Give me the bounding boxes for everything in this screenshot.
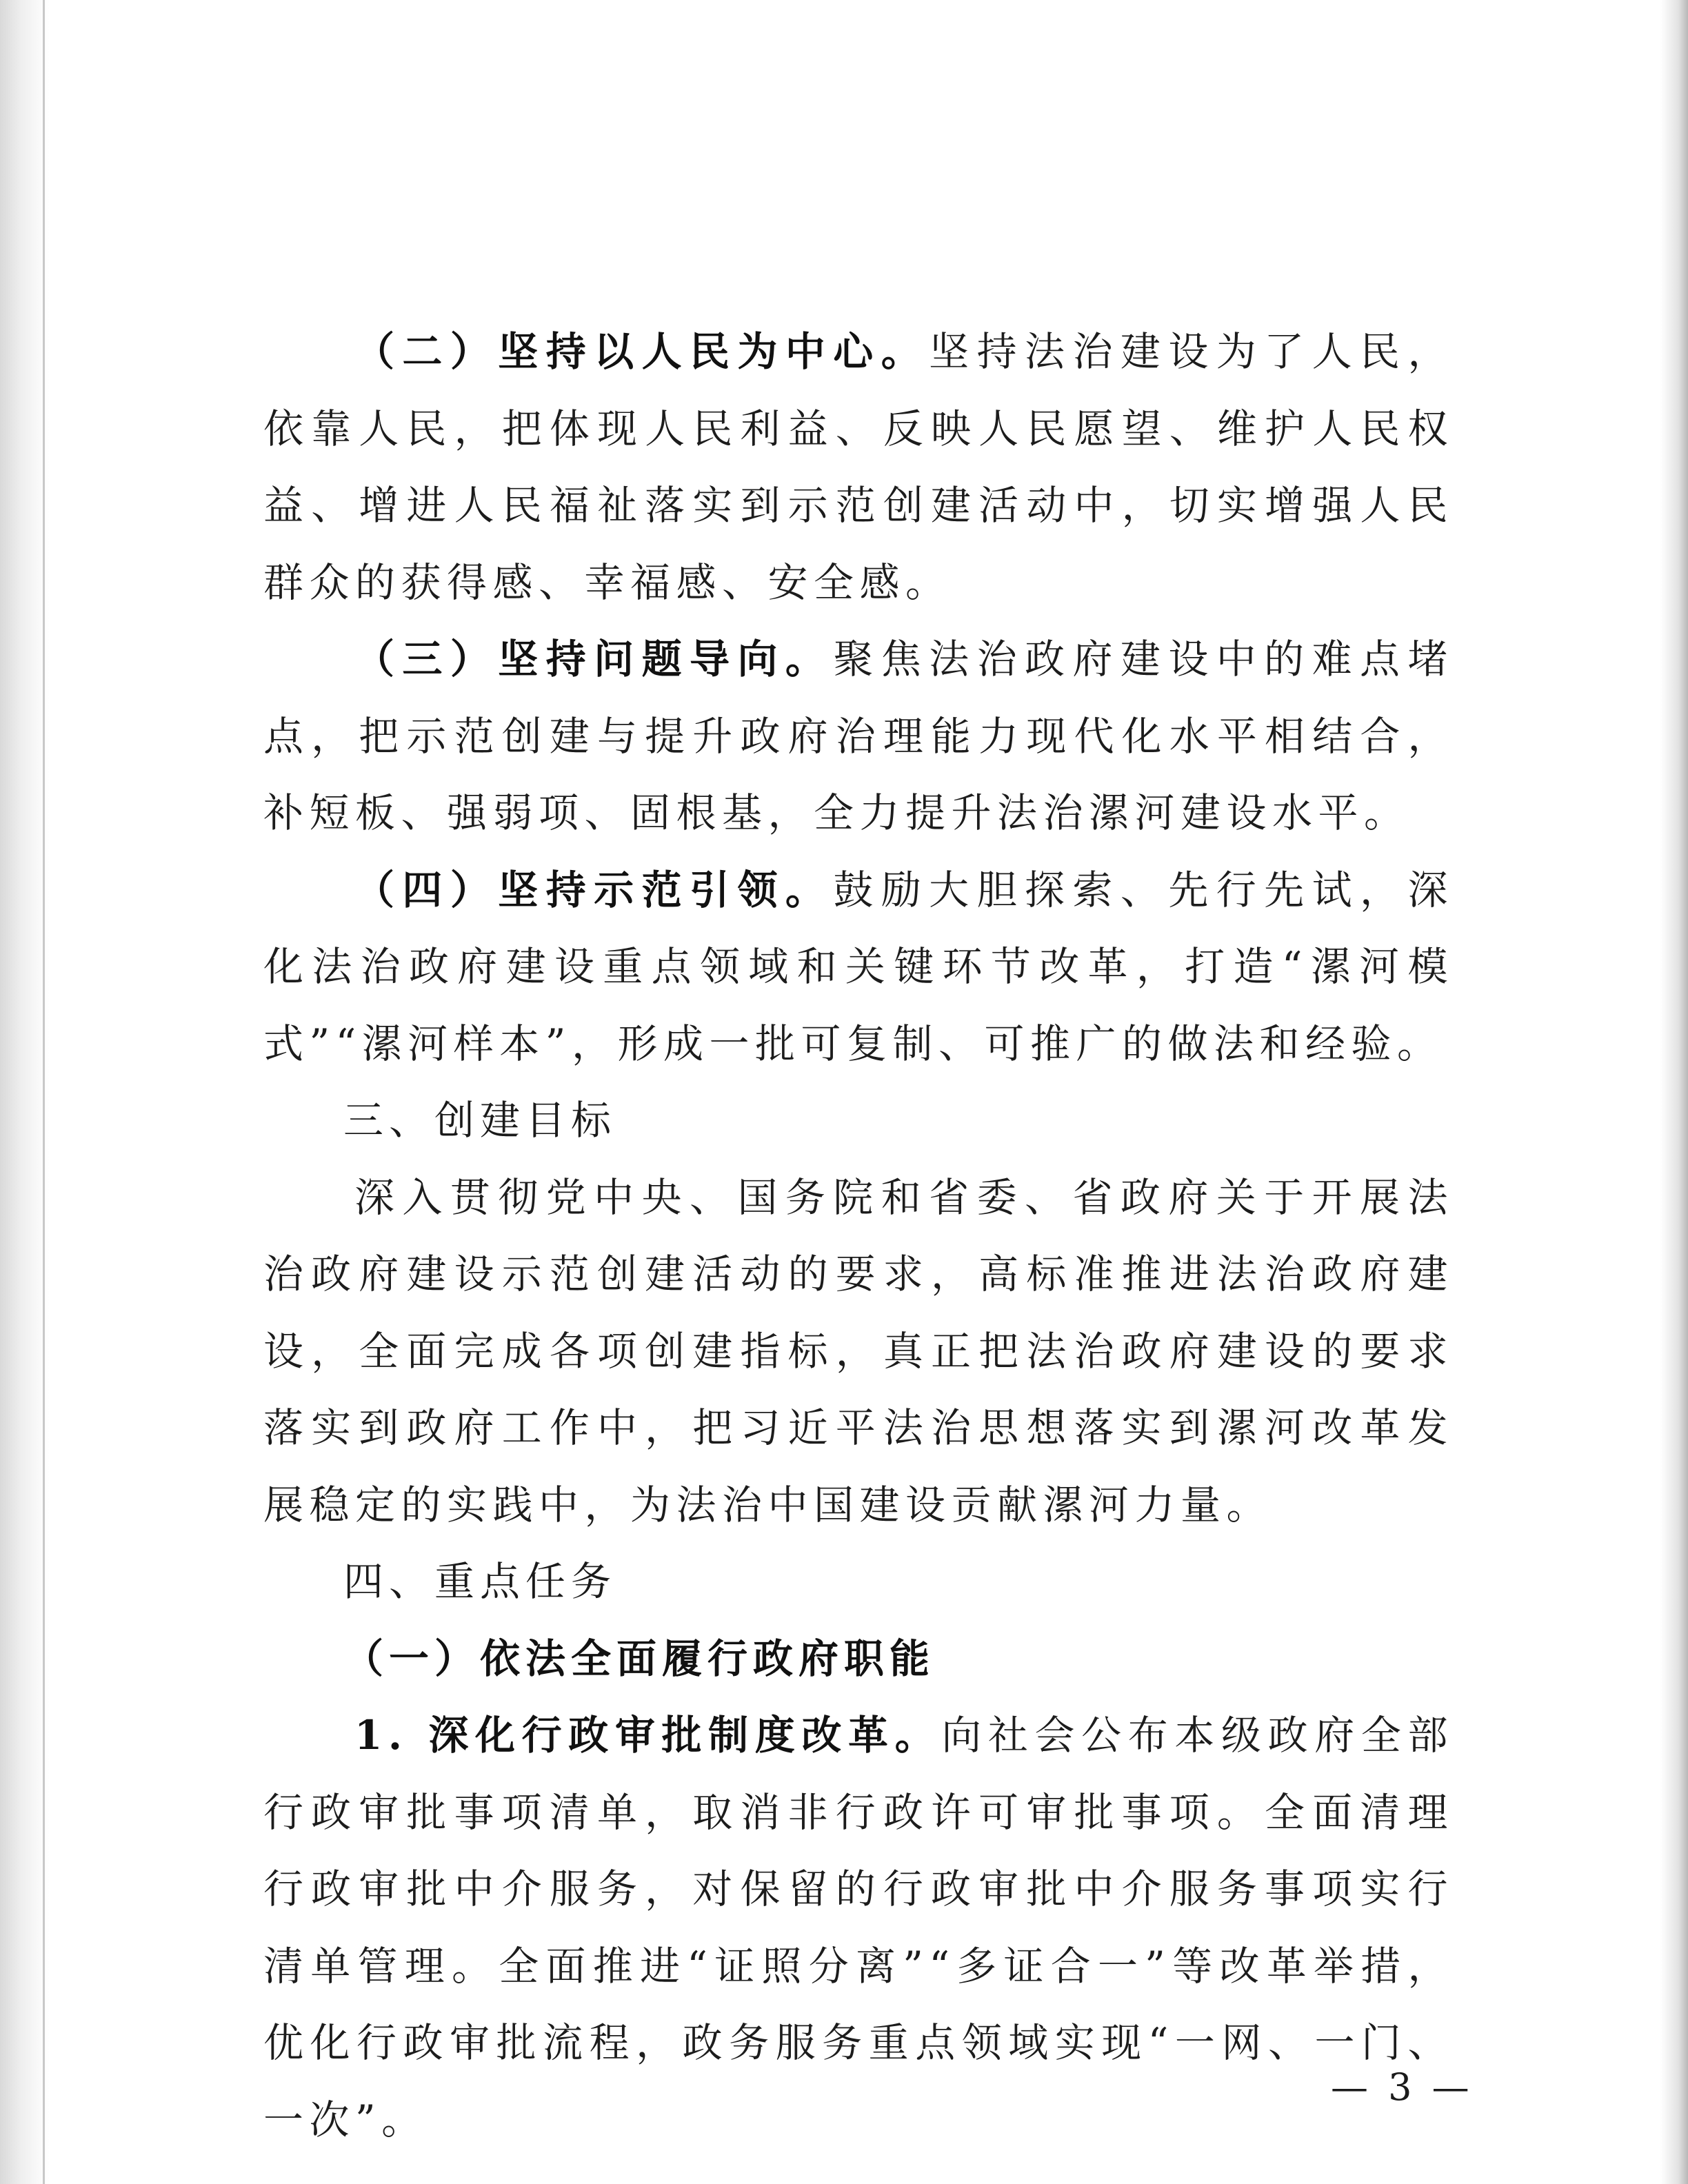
principle-text: 鼓励大胆探索、先行先试，深化法治政府建设重点领域和关键环节改革，打造“漯河模式”“漯河样本”，形成一批可复制、可推广的做法和经验。 xyxy=(263,866,1454,1067)
principle-lead: （三）坚持问题导向。 xyxy=(354,636,834,682)
document-body xyxy=(263,314,1454,2158)
section-heading-tasks: 四、重点任务 xyxy=(343,1558,617,1605)
task-item-lead: 1. 深化行政审批制度改革。 xyxy=(354,1712,942,1759)
scan-shadow-right xyxy=(1660,0,1688,2184)
task-subheading: （一）依法全面履行政府职能 xyxy=(343,1635,936,1682)
task-item-text: 向社会公布本级政府全部行政审批事项清单，取消非行政许可审批事项。全面清理行政审批中介服务，对保留的行政审批中介服务事项实行清单管理。全面推进“证照分离”“多证合一”等改革举措，优化行政审批流程，政务服务重点领域实现“一网、一门、一次”。 xyxy=(263,1712,1454,2143)
principle-text: 聚焦法治政府建设中的难点堵点，把示范创建与提升政府治理能力现代化水平相结合，补短板、强弱项、固根基，全力提升法治漯河建设水平。 xyxy=(263,636,1454,836)
principle-paragraph xyxy=(263,621,1454,852)
scan-edge-line xyxy=(43,0,45,2184)
principle-paragraph xyxy=(263,852,1454,1083)
principle-lead: （四）坚持示范引领。 xyxy=(354,866,834,913)
principle-paragraph xyxy=(263,314,1454,621)
task-item-paragraph xyxy=(263,1697,1454,2158)
section-heading-goals: 三、创建目标 xyxy=(343,1097,617,1144)
principle-lead: （二）坚持以人民为中心。 xyxy=(354,328,930,375)
goals-paragraph: 深入贯彻党中央、国务院和省委、省政府关于开展法治政府建设示范创建活动的要求，高标准推进法治政府建设，全面完成各项创建指标，真正把法治政府建设的要求落实到政府工作中，把习近平法治思想落实到漯河改革发展稳定的实践中，为法治中国建设贡献漯河力量。 xyxy=(263,1173,1454,1528)
principle-text: 坚持法治建设为了人民，依靠人民，把体现人民利益、反映人民愿望、维护人民权益、增进人民福祉落实到示范创建活动中，切实增强人民群众的获得感、幸福感、安全感。 xyxy=(263,328,1454,606)
page-number: — 3 — xyxy=(1331,2065,1474,2109)
